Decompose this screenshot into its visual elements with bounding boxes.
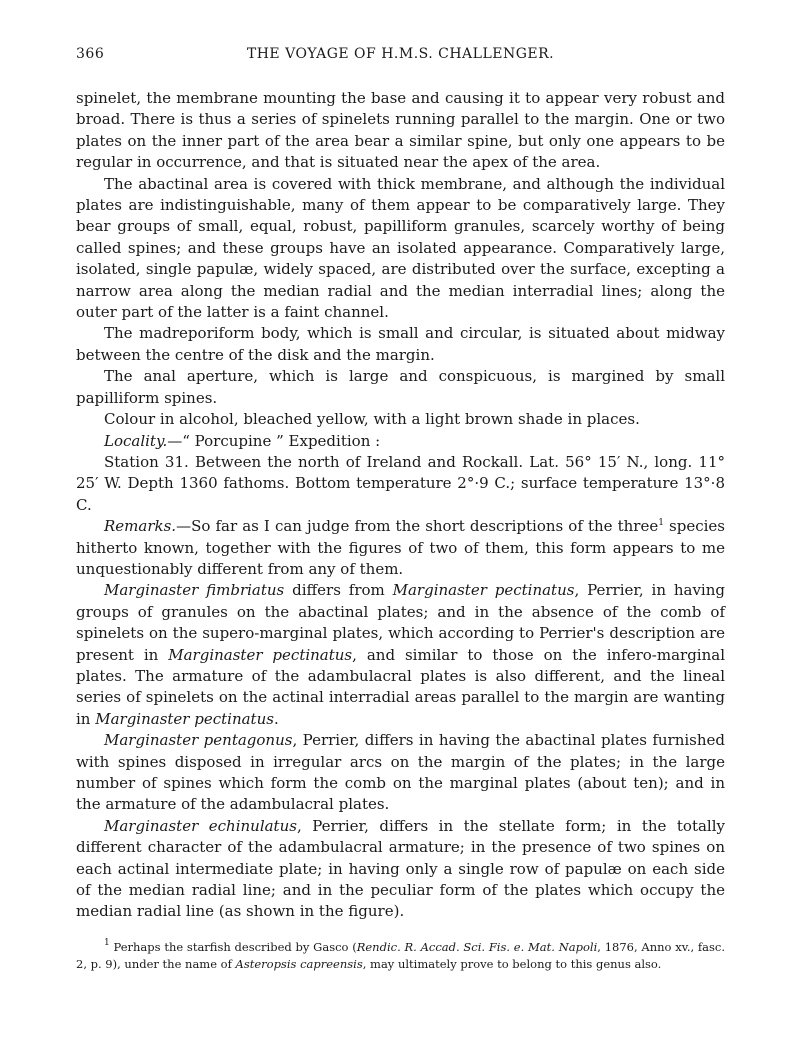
fimbriatus-text-d: . (273, 709, 279, 728)
locality-text: —“ Porcupine ” Expedition : (167, 431, 381, 450)
fimbriatus-text-c: , and similar to those on the infero-marginal plates. The armature of the adambulacral plates is also different, and the lineal series of spinelets on the actinal interradial areas parallel to the margin are wanting in (76, 645, 725, 728)
running-header (76, 46, 725, 66)
page-number: 366 (76, 46, 105, 62)
footnote-text-b: , 1876, Anno xv., fasc. 2, p. 9), under the name of (76, 939, 726, 971)
footnote-text-a: Perhaps the starfish described by Gasco ( (109, 939, 357, 954)
body-text (76, 88, 725, 923)
footnote-text-c: , may ultimately prove to belong to this genus also. (362, 956, 662, 971)
remarks-text-a: —So far as I can judge from the short descriptions of the three (176, 517, 659, 536)
paragraph-echinulatus (76, 816, 725, 923)
footnote (76, 939, 725, 973)
running-title: THE VOYAGE OF H.M.S. CHALLENGER. (246, 46, 555, 62)
species-name: Marginaster fimbriatus (104, 581, 285, 600)
species-name: Marginaster pectinatus (95, 709, 274, 728)
paragraph-madreporiform-body: The madreporiform body, which is small and circular, is situated about midway between the centre of the disk and the margin. (76, 324, 725, 364)
species-name: Marginaster pectinatus (168, 645, 353, 664)
paragraph-anal-aperture: The anal aperture, which is large and conspicuous, is margined by small papilliform spines. (76, 367, 725, 407)
pentagonus-text: , Perrier, differs in having the abactinal plates furnished with spines disposed in irregular arcs on the margin of the plates; in the large number of spines which form the comb on the marginal plates (about ten); and in the armature of the adambulacral plates. (76, 731, 726, 814)
paragraph-remarks (76, 516, 725, 580)
paragraph-station: Station 31. Between the north of Ireland and Rockall. Lat. 56° 15′ N., long. 11° 25′ W. Depth 1360 fathoms. Bottom temperature 2°·9 C.; surface temperature 13°·8 C. (76, 452, 725, 514)
echinulatus-text: , Perrier, differs in the stellate form; in the totally different character of the adambulacral armature; in the presence of two spines on each actinal intermediate plate; in having only a single row of papulæ on each side of the median radial line; and in the peculiar form of the plates which occupy the median radial line (as shown in the figure). (76, 816, 725, 921)
paragraph-pentagonus (76, 730, 725, 816)
remarks-text-b: species hitherto known, together with the figures of two of them, this form appears to me unquestionably different from any of them. (76, 517, 725, 578)
fimbriatus-text-b: , Perrier, in having groups of granules on the abactinal plates; and in the absence of the comb of spinelets on the supero-marginal plates, which according to Perrier's description are present in (76, 581, 725, 664)
paragraph-continuation: spinelet, the membrane mounting the base and causing it to appear very robust and broad. There is thus a series of spinelets running parallel to the margin. One or two plates on the inner part of the area bear a similar spine, but only one appears to be regular in occurrence, and that is situated near the apex of the area. (76, 89, 725, 172)
paragraph-abactinal-area: The abactinal area is covered with thick membrane, and although the individual plates are indistinguishable, many of them appear to be comparatively large. They bear groups of small, equal, robust, papilliform granules, scarcely worthy of being called spines; and these groups have an isolated appearance. Comparatively large, isolated, single papulæ, widely spaced, are distributed over the surface, excepting a narrow area along the median radial and the median interradial lines; along the outer part of the latter is a faint channel. (76, 174, 725, 322)
locality-label: Locality. (104, 431, 168, 450)
paragraph-fimbriatus (76, 580, 725, 730)
paragraph-colour: Colour in alcohol, bleached yellow, with a light brown shade in places. (104, 410, 640, 429)
footnote-ref: 1 (658, 518, 664, 529)
paragraph-locality (76, 431, 725, 452)
footnotes (76, 939, 725, 973)
remarks-label: Remarks. (104, 517, 177, 536)
fimbriatus-text-a: differs from (284, 581, 393, 600)
species-name: Marginaster pectinatus (392, 581, 575, 600)
species-name: Marginaster pentagonus (104, 731, 293, 750)
footnote-marker: 1 (104, 937, 110, 948)
footnote-species: Asteropsis capreensis (235, 956, 363, 971)
species-name: Marginaster echinulatus (104, 816, 297, 835)
footnote-journal: Rendic. R. Accad. Sci. Fis. e. Mat. Napoli (356, 939, 598, 954)
